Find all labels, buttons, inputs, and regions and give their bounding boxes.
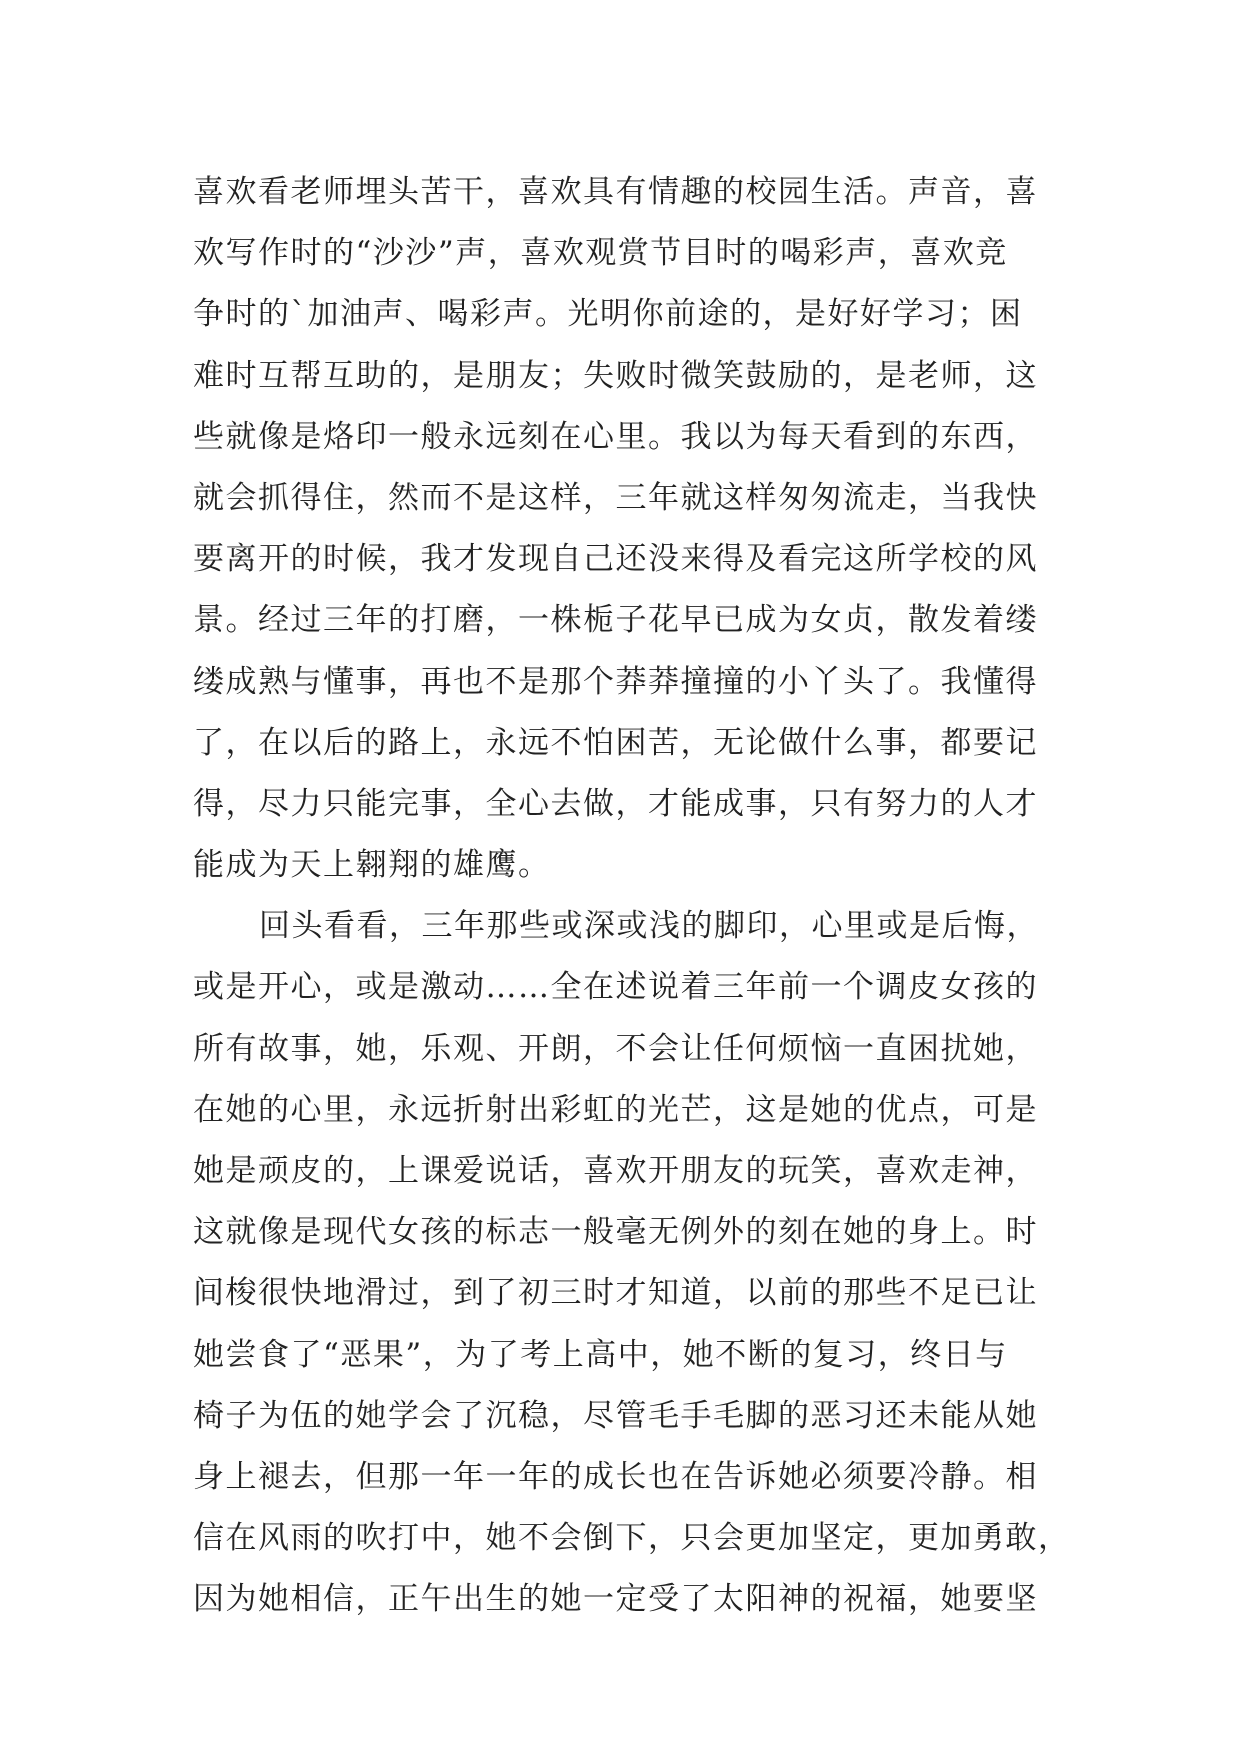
text-line-11: 得，尽力只能完事，全心去做，才能成事，只有努力的人才 [193,785,1038,822]
text-line-20: 她尝食了“恶果”，为了考上高中，她不断的复习，终日与 [193,1336,1008,1373]
text-line-10: 了，在以后的路上，永远不怕困苦，无论做什么事，都要记 [193,724,1038,761]
text-line-21: 椅子为伍的她学会了沉稳，尽管毛手毛脚的恶习还未能从她 [193,1397,1038,1434]
text-line-4: 难时互帮互助的，是朋友；失败时微笑鼓励的，是老师，这 [193,357,1038,394]
body-text [193,162,1073,1631]
text-line-12: 能成为天上翱翔的雄鹰。 [193,847,551,884]
text-line-24: 因为她相信，正午出生的她一定受了太阳神的祝福，她要坚 [193,1581,1038,1618]
text-line-17: 她是顽皮的，上课爱说话，喜欢开朋友的玩笑，喜欢走神， [193,1153,1038,1189]
text-line-9: 缕成熟与懂事，再也不是那个莽莽撞撞的小丫头了。我懂得 [193,663,1038,700]
text-line-3: 争时的`加油声、喝彩声。光明你前途的，是好好学习；困 [193,296,1023,333]
text-line-15: 所有故事，她，乐观、开朗，不会让任何烦恼一直困扰她， [193,1030,1038,1067]
text-line-6: 就会抓得住，然而不是这样，三年就这样匆匆流走，当我快 [193,479,1038,516]
text-line-19: 间梭很快地滑过，到了初三时才知道，以前的那些不足已让 [193,1275,1038,1312]
text-line-14: 或是开心，或是激动……全在述说着三年前一个调皮女孩的 [193,969,1038,1006]
text-line-7: 要离开的时候，我才发现自己还没来得及看完这所学校的风 [193,541,1038,578]
text-line-1: 喜欢看老师埋头苦干，喜欢具有情趣的校园生活。声音，喜 [193,174,1038,210]
text-line-5: 些就像是烙印一般永远刻在心里。我以为每天看到的东西， [193,418,1038,455]
text-line-8: 景。经过三年的打磨，一株栀子花早已成为女贞，散发着缕 [193,602,1038,639]
text-line-18: 这就像是现代女孩的标志一般毫无例外的刻在她的身上。时 [193,1214,1038,1251]
text-line-16: 在她的心里，永远折射出彩虹的光芒，这是她的优点，可是 [193,1091,1038,1128]
text-line-22: 身上褪去，但那一年一年的成长也在告诉她必须要冷静。相 [193,1458,1038,1495]
paragraph-2-first-line: 回头看看，三年那些或深或浅的脚印，心里或是后悔， [259,908,1039,945]
text-line-2: 欢写作时的“沙沙”声，喜欢观赏节目时的喝彩声，喜欢竞 [193,235,1008,272]
text-line-23: 信在风雨的吹打中，她不会倒下，只会更加坚定，更加勇敢， [193,1520,1071,1557]
